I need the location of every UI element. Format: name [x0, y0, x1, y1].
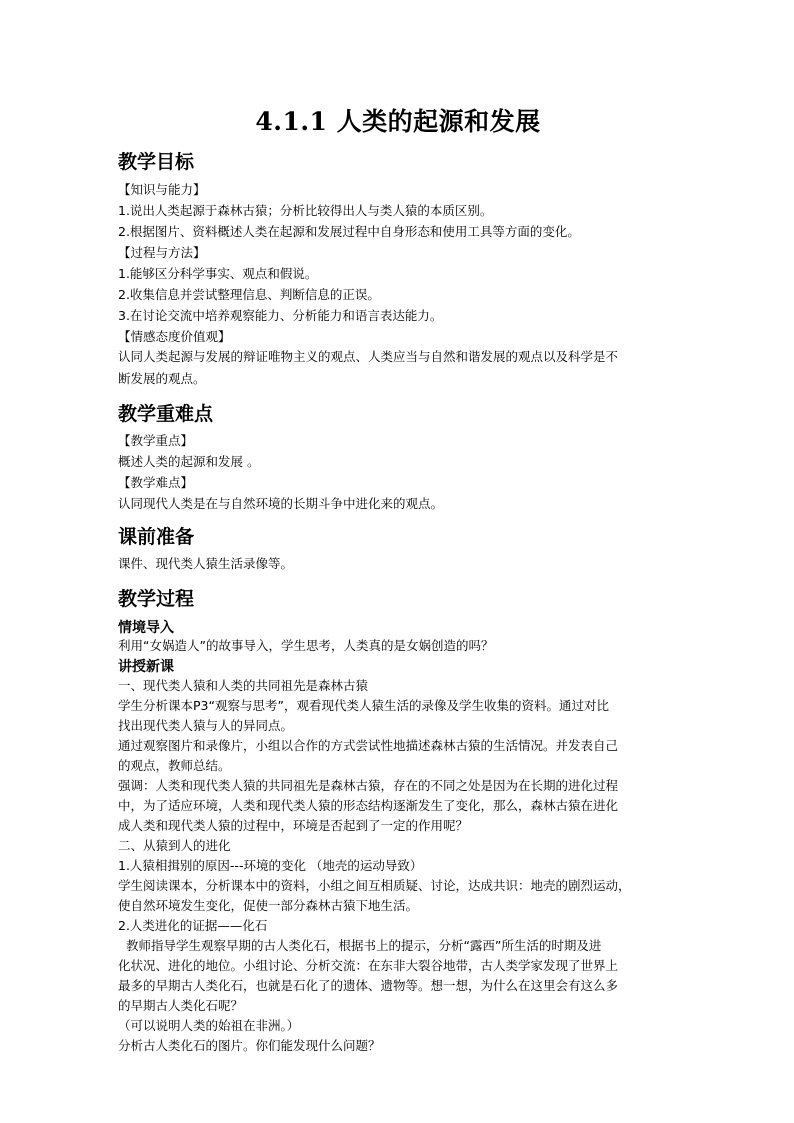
- process-item-3: 3.在讨论交流中培养观察能力、分析能力和语言表达能力。: [118, 308, 443, 323]
- heading-process: 教学过程: [118, 588, 195, 610]
- part2-line: 的早期古人类化石呢？: [118, 998, 244, 1013]
- intro-text: 利用“女娲造人”的故事导入，学生思考，人类真的是女娲创造的吗？: [118, 638, 494, 653]
- heading-objectives: 教学目标: [118, 151, 195, 173]
- part2-line: 使自然环境发生变化，促使一部分森林古猿下地生活。: [118, 898, 419, 913]
- difficult-text: 认同现代人类是在与自然环境的长期斗争中进化来的观点。: [118, 496, 444, 511]
- part2-line: 分析古人类化石的图片。你们能发现什么问题？: [118, 1038, 381, 1053]
- knowledge-item-1: 1.说出人类起源于森林古猿；分析比较得出人与类人猿的本质区别。: [118, 203, 493, 218]
- process-item-1: 1.能够区分科学事实、观点和假说。: [118, 266, 318, 281]
- part2-title: 二、从猿到人的进化: [118, 838, 231, 853]
- knowledge-label: 【知识与能力】: [118, 182, 206, 197]
- part1-line: 强调：人类和现代类人猿的共同祖先是森林古猿，存在的不同之处是因为在长期的进化过程: [118, 778, 619, 793]
- part1-line: 通过观察图片和录像片，小组以合作的方式尝试性地描述森林古猿的生活情况。并发表自己: [118, 738, 619, 753]
- part2-line: 教师指导学生观察早期的古人类化石，根据书上的提示，分析“露西”所生活的时期及进: [118, 938, 602, 953]
- process-label: 【过程与方法】: [118, 245, 206, 260]
- part1-line: 找出现代类人猿与人的异同点。: [118, 718, 294, 733]
- document-title: 4.1.1 人类的起源和发展: [255, 107, 541, 136]
- knowledge-item-2: 2.根据图片、资料概述人类在起源和发展过程中自身形态和使用工具等方面的变化。: [118, 224, 580, 239]
- key-label: 【教学重点】: [118, 433, 194, 448]
- part2-line: （可以说明人类的始祖在非洲。）: [118, 1018, 300, 1033]
- part2-line: 化状况、进化的地位。小组讨论、分析交流：在东非大裂谷地带，古人类学家发现了世界上: [118, 958, 619, 973]
- new-lesson-label: 讲授新课: [118, 659, 174, 675]
- part2-line: 学生阅读课本，分析课本中的资料，小组之间互相质疑、讨论，达成共识：地壳的剧烈运动，: [118, 878, 631, 893]
- part1-line: 学生分析课本P3“观察与思考”，观看现代类人猿生活的录像及学生收集的资料。通过对比: [118, 698, 609, 713]
- heading-preparation: 课前准备: [118, 526, 195, 548]
- emotion-text-line-1: 认同人类起源与发展的辩证唯物主义的观点、人类应当与自然和谐发展的观点以及科学是不: [118, 349, 619, 364]
- emotion-text-line-2: 断发展的观点。: [118, 371, 206, 386]
- key-text: 概述人类的起源和发展 。: [118, 454, 260, 469]
- process-item-2: 2.收集信息并尝试整理信息、判断信息的正误。: [118, 287, 380, 302]
- part1-title: 一、现代类人猿和人类的共同祖先是森林古猿: [118, 678, 369, 693]
- emotion-label: 【情感态度价值观】: [118, 329, 231, 344]
- difficult-label: 【教学难点】: [118, 475, 194, 490]
- heading-key-points: 教学重难点: [118, 403, 214, 425]
- part2-line: 最多的早期古人类化石，也就是石化了的遗体、遗物等。想一想，为什么在这里会有这么多: [118, 978, 619, 993]
- part1-line: 的观点，教师总结。: [118, 758, 231, 773]
- part1-line: 成人类和现代类人猿的过程中，环境是否起到了一定的作用呢？: [118, 818, 469, 833]
- part2-line: 2.人类进化的证据——化石: [118, 918, 268, 933]
- intro-label: 情境导入: [118, 620, 174, 636]
- part2-line: 1.人猿相揖别的原因---环境的变化 （地壳的运动导致）: [118, 858, 423, 873]
- preparation-text: 课件、现代类人猿生活录像等。: [118, 556, 294, 571]
- part1-line: 中，为了适应环境，人类和现代类人猿的形态结构逐渐发生了变化，那么，森林古猿在进化: [118, 798, 619, 813]
